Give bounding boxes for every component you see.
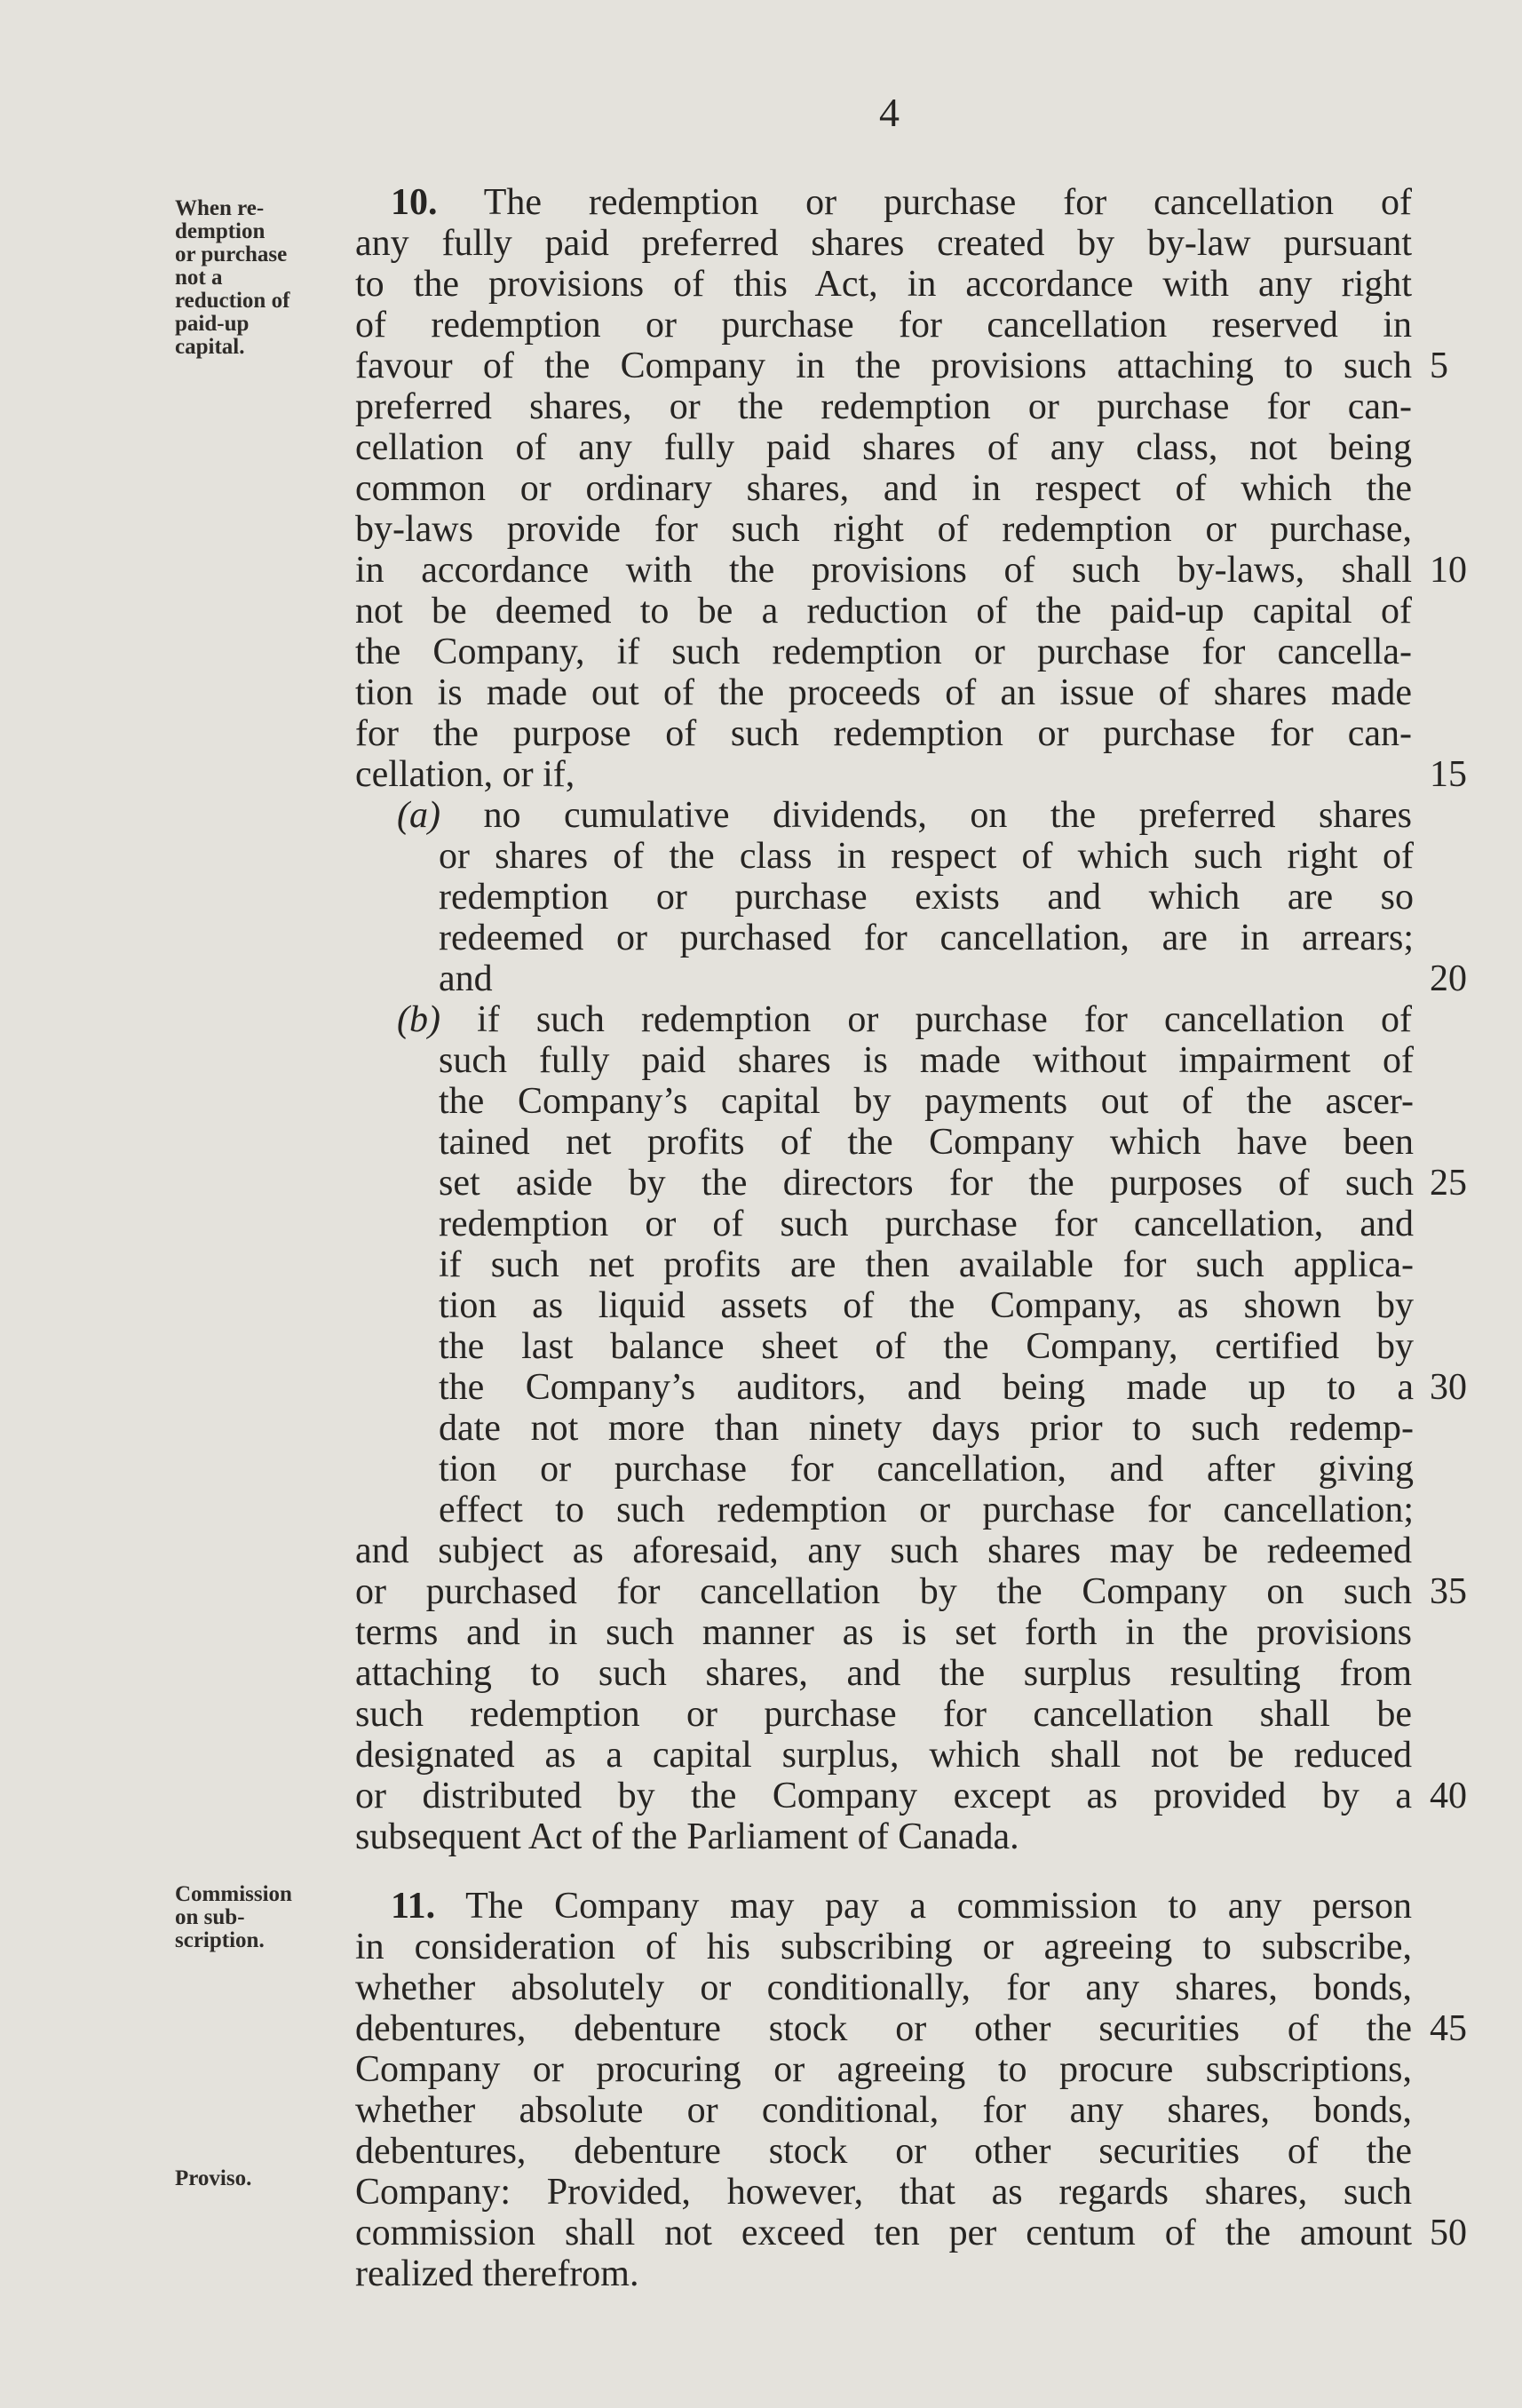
section-10-first-line [391,181,1412,224]
line-number: 15 [1430,754,1467,795]
text-line: if such net profits are then available for such applica- [439,1244,1414,1285]
line-number: 50 [1430,2213,1467,2253]
text-line: date not more than ninety days prior to such redemp- [439,1408,1414,1449]
margin-note-line: demption [175,219,266,243]
text-line: redemption or of such purchase for cancellation, and [439,1204,1414,1244]
margin-note-line: on sub- [175,1905,245,1929]
text-line: in accordance with the provisions of such by-laws, shall [355,550,1412,591]
page-number: 4 [879,90,900,135]
text-line: such fully paid shares is made without impairment of [439,1040,1414,1081]
text-line: whether absolute or conditional, for any shares, bonds, [355,2090,1412,2131]
text-line: redeemed or purchased for cancellation, are in arrears; [439,918,1414,958]
item-a-first-line [397,794,1412,837]
line-number: 25 [1430,1163,1467,1204]
margin-note-proviso [175,2167,251,2190]
text-line: designated as a capital surplus, which shall not be reduced [355,1735,1412,1776]
margin-note-line: When re- [175,196,265,220]
margin-note-line: Commission [175,1882,292,1906]
text-line: Company: Provided, however, that as regards shares, such [355,2172,1412,2213]
text-line: the Company, if such redemption or purchase for cancella- [355,632,1412,672]
text-line: Company or procuring or agreeing to procure subscriptions, [355,2049,1412,2090]
text-line: tion is made out of the proceeds of an issue of shares made [355,672,1412,713]
text-line: to the provisions of this Act, in accordance with any right [355,264,1412,305]
text-line: set aside by the directors for the purposes of such [439,1163,1414,1204]
text-line: realized therefrom. [355,2253,639,2294]
text-line: of redemption or purchase for cancellation reserved in [355,305,1412,346]
text-line: any fully paid preferred shares created by by-law pursuant [355,223,1412,264]
line-number: 5 [1430,346,1448,386]
section-number: 10. [391,182,438,223]
margin-note-line: not a [175,266,223,290]
text-line: cellation of any fully paid shares of any class, not being [355,427,1412,468]
text-line: attaching to such shares, and the surplus resulting from [355,1653,1412,1694]
line-number: 20 [1430,958,1467,999]
item-a-text: no cumulative dividends, on the preferred shares [483,795,1412,836]
text-line: such redemption or purchase for cancellation shall be [355,1694,1412,1735]
text-line: for the purpose of such redemption or purchase for can- [355,713,1412,754]
section-11-text: The Company may pay a commission to any person [465,1886,1412,1927]
section-number: 11. [391,1886,436,1927]
text-line: favour of the Company in the provisions attaching to such [355,346,1412,386]
margin-note-redemption [175,197,289,359]
text-line: terms and in such manner as is set forth in the provisions [355,1612,1412,1653]
text-line: by-laws provide for such right of redemption or purchase, [355,509,1412,550]
text-line: commission shall not exceed ten per centum of the amount [355,2213,1412,2253]
text-line: not be deemed to be a reduction of the paid-up capital of [355,591,1412,632]
item-label: (b) [397,999,440,1040]
text-line: effect to such redemption or purchase for cancellation; [439,1490,1414,1530]
text-line: common or ordinary shares, and in respect of which the [355,468,1412,509]
text-line: cellation, or if, [355,754,575,795]
margin-note-line: scription. [175,1928,265,1952]
text-line: debentures, debenture stock or other securities of the [355,2131,1412,2172]
margin-note-line: capital. [175,335,245,359]
line-number: 35 [1430,1571,1467,1612]
margin-note-commission [175,1883,292,1952]
line-number: 10 [1430,550,1467,591]
text-line: whether absolutely or conditionally, for any shares, bonds, [355,1967,1412,2008]
line-number: 30 [1430,1367,1467,1408]
text-line: the Company’s capital by payments out of the ascer- [439,1081,1414,1122]
text-line: in consideration of his subscribing or agreeing to subscribe, [355,1927,1412,1967]
text-line: the Company’s auditors, and being made up to a [439,1367,1414,1408]
text-line: debentures, debenture stock or other securities of the [355,2008,1412,2049]
section-11-first-line [391,1885,1412,1927]
text-line: and [439,958,493,999]
text-line: subsequent Act of the Parliament of Canada. [355,1816,1019,1857]
text-line: preferred shares, or the redemption or purchase for can- [355,386,1412,427]
section-10-text: The redemption or purchase for cancellation of [483,182,1412,223]
text-line: redemption or purchase exists and which are so [439,877,1414,918]
text-line: or shares of the class in respect of which such right of [439,836,1414,877]
item-b-text: if such redemption or purchase for cancellation of [477,999,1412,1040]
text-line: and subject as aforesaid, any such shares may be redeemed [355,1530,1412,1571]
text-line: or distributed by the Company except as provided by a [355,1776,1412,1816]
line-number: 45 [1430,2008,1467,2049]
item-b-first-line [397,998,1412,1041]
text-line: tion as liquid assets of the Company, as shown by [439,1285,1414,1326]
text-line: tained net profits of the Company which have been [439,1122,1414,1163]
text-line: the last balance sheet of the Company, certified by [439,1326,1414,1367]
margin-note-line: or purchase [175,242,288,266]
item-label: (a) [397,795,440,836]
text-line: tion or purchase for cancellation, and after giving [439,1449,1414,1490]
text-line: or purchased for cancellation by the Company on such [355,1571,1412,1612]
line-number: 40 [1430,1776,1467,1816]
margin-note-line: Proviso. [175,2166,252,2190]
margin-note-line: reduction of [175,289,290,313]
margin-note-line: paid-up [175,312,250,336]
